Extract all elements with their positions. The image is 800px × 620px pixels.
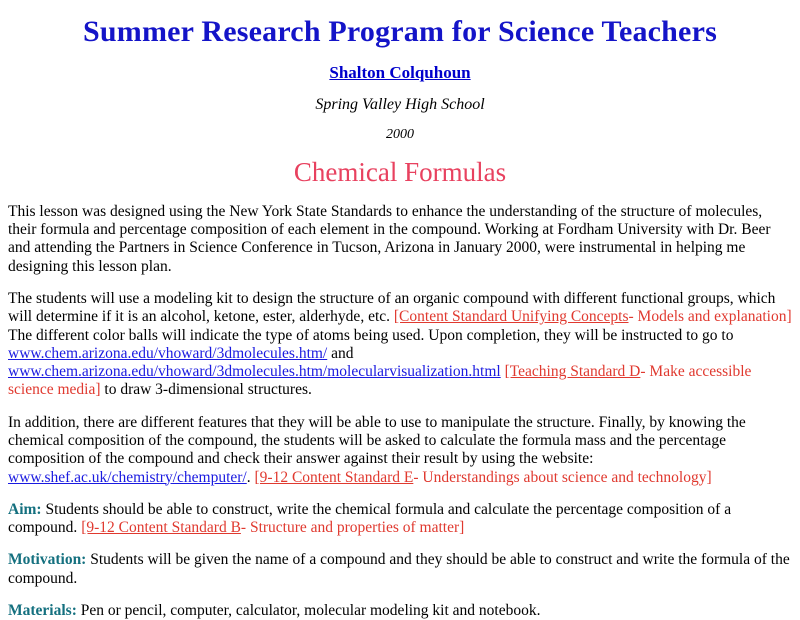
lesson-title: Chemical Formulas xyxy=(293,157,507,188)
content-standard-b xyxy=(81,519,464,536)
motivation-text: Students will be given the name of a compound and they should be able to construct and write the formula of the compound. xyxy=(8,551,790,587)
features-text-2: . xyxy=(246,468,255,486)
content-standard-b-underline: [9-12 Content Standard B xyxy=(81,519,241,537)
materials-text: Pen or pencil, computer, calculator, molecular modeling kit and notebook. xyxy=(76,601,541,619)
content-standard-unifying-concepts-rest: - Models and explanation] xyxy=(628,308,792,326)
teaching-standard-d-rest: - Make accessible science media] xyxy=(8,363,752,399)
content-standard-unifying-concepts xyxy=(394,308,792,325)
modeling-text-4: to draw 3-dimensional structures. xyxy=(100,381,312,399)
content-standard-b-rest: - Structure and properties of matter] xyxy=(240,519,465,537)
modeling-text-3: and xyxy=(327,344,354,362)
year: 2000 xyxy=(386,126,414,142)
intro-paragraph: This lesson was designed using the New York State Standards to enhance the understanding of the structure of molecules, their formula and percentage composition of each element in the compound. Working at Fordham University with Dr. Beer and attending the Partners in Science Conference in Tucson, Arizona in January 2000, were instrumental in helping me designing this lesson plan. xyxy=(8,202,771,275)
modeling-text-1: The students will use a modeling kit to design the structure of an organic compound with different functional groups, which will determine if it is an alcohol, ketone, ester, alderhyde, etc. xyxy=(8,290,776,326)
content-standard-unifying-concepts-underline: [Content Standard Unifying Concepts xyxy=(393,308,629,326)
modeling-paragraph xyxy=(8,290,792,400)
author-line xyxy=(8,63,792,83)
content-standard-e-underline: [9-12 Content Standard E xyxy=(254,468,414,486)
features-paragraph xyxy=(8,414,792,487)
content-standard-e xyxy=(255,469,712,486)
aim-text: Students should be able to construct, write the chemical formula and calculate the percentage composition of a compound. xyxy=(8,500,732,537)
link-3dmolecules[interactable]: www.chem.arizona.edu/vhoward/3dmolecules.htm/ xyxy=(8,344,328,362)
aim-section xyxy=(8,501,792,538)
motivation-section xyxy=(8,551,792,588)
link-molecularvisualization[interactable]: www.chem.arizona.edu/vhoward/3dmolecules.htm/molecularvisualization.html xyxy=(8,363,501,381)
page-title: Summer Research Program for Science Teachers xyxy=(83,15,717,48)
link-chemputer[interactable]: www.shef.ac.uk/chemistry/chemputer/ xyxy=(8,468,247,486)
aim-label: Aim: xyxy=(8,500,42,518)
school-name: Spring Valley High School xyxy=(315,95,485,113)
features-text-1: In addition, there are different features that they will be able to use to manipulate the structure. Finally, by knowing the chemical composition of the compound, the students will be asked to calculate the formula mass and the percentage composition of the compound and check their answer against their result by using the website: xyxy=(8,413,746,468)
materials-label: Materials: xyxy=(8,601,77,619)
author-link[interactable]: Shalton Colquhoun xyxy=(329,63,471,83)
modeling-text-2: The different color balls will indicate the type of atoms being used. Upon completion, they will be instructed to go to xyxy=(8,326,734,344)
content-standard-e-rest: - Understandings about science and technology] xyxy=(413,468,712,486)
materials-section xyxy=(8,602,792,620)
motivation-label: Motivation: xyxy=(8,551,87,569)
teaching-standard-d-underline: [Teaching Standard D xyxy=(504,363,641,381)
